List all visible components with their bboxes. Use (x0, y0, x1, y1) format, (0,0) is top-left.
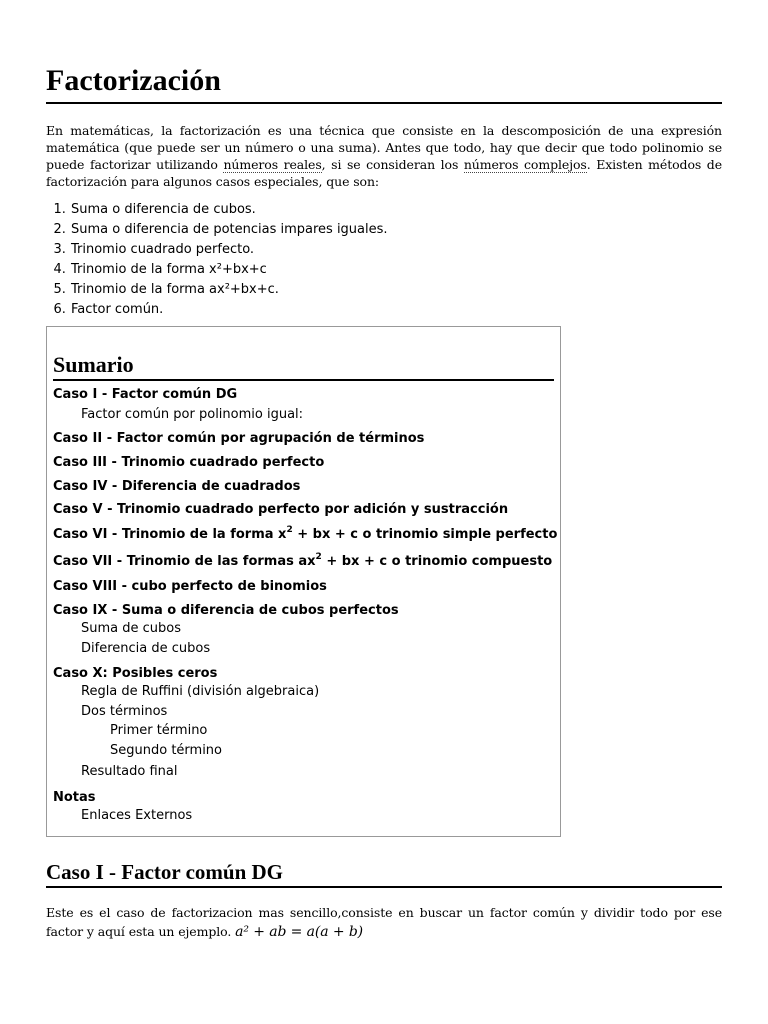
toc-item-caso-2[interactable]: Caso II - Factor común por agrupación de términos (53, 431, 425, 446)
case-list-item: 3. Trinomio cuadrado perfecto. (70, 240, 722, 260)
toc-item-caso-1[interactable]: Caso I - Factor común DG (53, 387, 238, 402)
toc-item-caso-6-exponent: 2 (286, 525, 293, 535)
page-title: Factorización (46, 0, 722, 104)
toc-item-factor-comun-polinomio[interactable]: Factor común por polinomio igual: (81, 407, 304, 422)
toc-item-caso-7[interactable] (53, 554, 552, 569)
section-text: Este es el caso de factorizacion mas sencillo,consiste en buscar un factor común y dividir todo por ese factor y aquí esta un ejemplo. (46, 905, 722, 939)
cases-list (46, 200, 722, 320)
toc-item-caso-4[interactable]: Caso IV - Diferencia de cuadrados (53, 479, 301, 494)
intro-text-2: , si se consideran los (321, 157, 464, 172)
toc-item-caso-6[interactable] (53, 527, 557, 542)
link-numeros-reales[interactable]: números reales (223, 157, 322, 172)
toc-item-resultado-final[interactable]: Resultado final (81, 764, 178, 779)
toc-item-caso-7-pre: Caso VII - Trinomio de las formas ax (53, 554, 316, 569)
toc-item-caso-3[interactable]: Caso III - Trinomio cuadrado perfecto (53, 455, 325, 470)
toc-item-segundo-termino[interactable]: Segundo término (110, 743, 222, 758)
section-paragraph (46, 903, 722, 942)
link-numeros-complejos[interactable]: números complejos (463, 157, 587, 172)
toc-item-caso-6-pre: Caso VI - Trinomio de la forma x (53, 527, 287, 542)
intro-paragraph (46, 122, 722, 190)
case-list-item: 2. Suma o diferencia de potencias impares iguales. (70, 220, 722, 240)
toc-item-caso-5[interactable]: Caso V - Trinomio cuadrado perfecto por adición y sustracción (53, 502, 509, 517)
toc-item-enlaces-externos[interactable]: Enlaces Externos (81, 808, 193, 823)
toc-item-caso-9[interactable]: Caso IX - Suma o diferencia de cubos perfectos (53, 603, 399, 618)
toc-item-primer-termino[interactable]: Primer término (110, 723, 208, 738)
toc-item-caso-7-post: + bx + c o trinomio compuesto (321, 554, 553, 569)
article (46, 0, 722, 940)
section-title-caso-1: Caso I - Factor común DG (46, 858, 722, 888)
toc-item-notas[interactable]: Notas (53, 790, 96, 805)
case-list-item: 1. Suma o diferencia de cubos. (70, 200, 722, 220)
toc-title: Sumario (53, 351, 554, 381)
intro-text-3: . Existen métodos de factorización para algunos casos especiales, que son: (46, 157, 722, 189)
toc-item-regla-de-ruffini[interactable]: Regla de Ruffini (división algebraica) (81, 684, 320, 699)
formula: a² + ab = a(a + b) (235, 924, 364, 940)
toc-item-caso-6-post: + bx + c o trinomio simple perfecto (292, 527, 558, 542)
case-list-item: 6. Factor común. (70, 300, 722, 320)
case-list-item: 5. Trinomio de la forma ax²+bx+c. (70, 280, 722, 300)
table-of-contents (46, 326, 561, 837)
case-list-item: 4. Trinomio de la forma x²+bx+c (70, 260, 722, 280)
toc-item-suma-de-cubos[interactable]: Suma de cubos (81, 621, 182, 636)
toc-item-caso-8[interactable]: Caso VIII - cubo perfecto de binomios (53, 579, 327, 594)
intro-text-1: En matemáticas, la factorización es una técnica que consiste en la descomposición de una expresión matemática (que puede ser un número o una suma). Antes que todo, hay que decir que todo polinomio se puede factorizar utilizando (46, 123, 722, 172)
toc-item-caso-10[interactable]: Caso X: Posibles ceros (53, 666, 218, 681)
toc-item-caso-7-exponent: 2 (315, 552, 322, 562)
toc-item-dos-terminos[interactable]: Dos términos (81, 704, 168, 719)
toc-item-diferencia-de-cubos[interactable]: Diferencia de cubos (81, 641, 211, 656)
